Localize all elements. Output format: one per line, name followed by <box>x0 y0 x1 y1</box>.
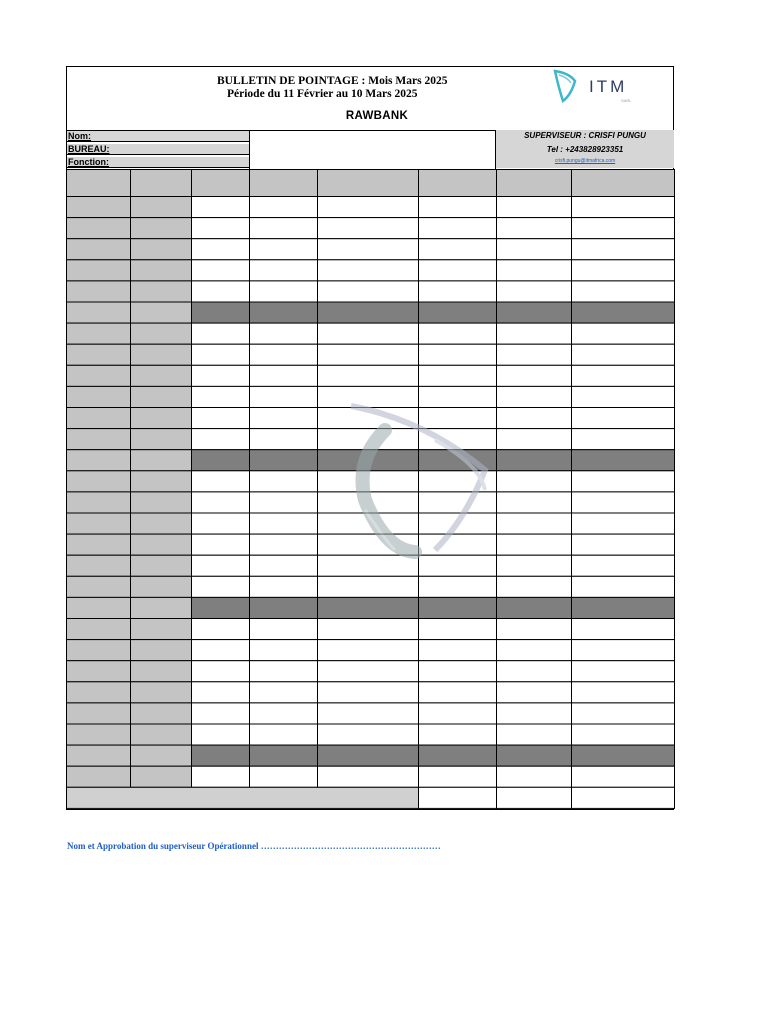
client-name: RAWBANK <box>345 110 409 122</box>
supervisor-email[interactable]: crisfi.pungu@itmafrica.com <box>554 158 616 164</box>
logo-subtext: SARL <box>621 98 632 103</box>
logo-text: ITM <box>589 77 628 96</box>
identity-divider <box>249 130 250 169</box>
name-label: Nom: <box>67 131 249 142</box>
form-title: BULLETIN DE POINTAGE : Mois Mars 2025 <box>217 75 448 87</box>
office-label: BUREAU: <box>67 144 249 155</box>
function-label: Fonction: <box>67 157 249 168</box>
watermark-logo-icon <box>345 400 495 560</box>
supervisor-name: SUPERVISEUR : CRISFI PUNGU <box>524 131 646 140</box>
form-period: Période du 11 Février au 10 Mars 2025 <box>227 88 418 100</box>
approval-line: Nom et Approbation du superviseur Opérationnel …………………………………………………… <box>67 841 441 851</box>
supervisor-phone: Tel : +243828923351 <box>546 145 624 154</box>
